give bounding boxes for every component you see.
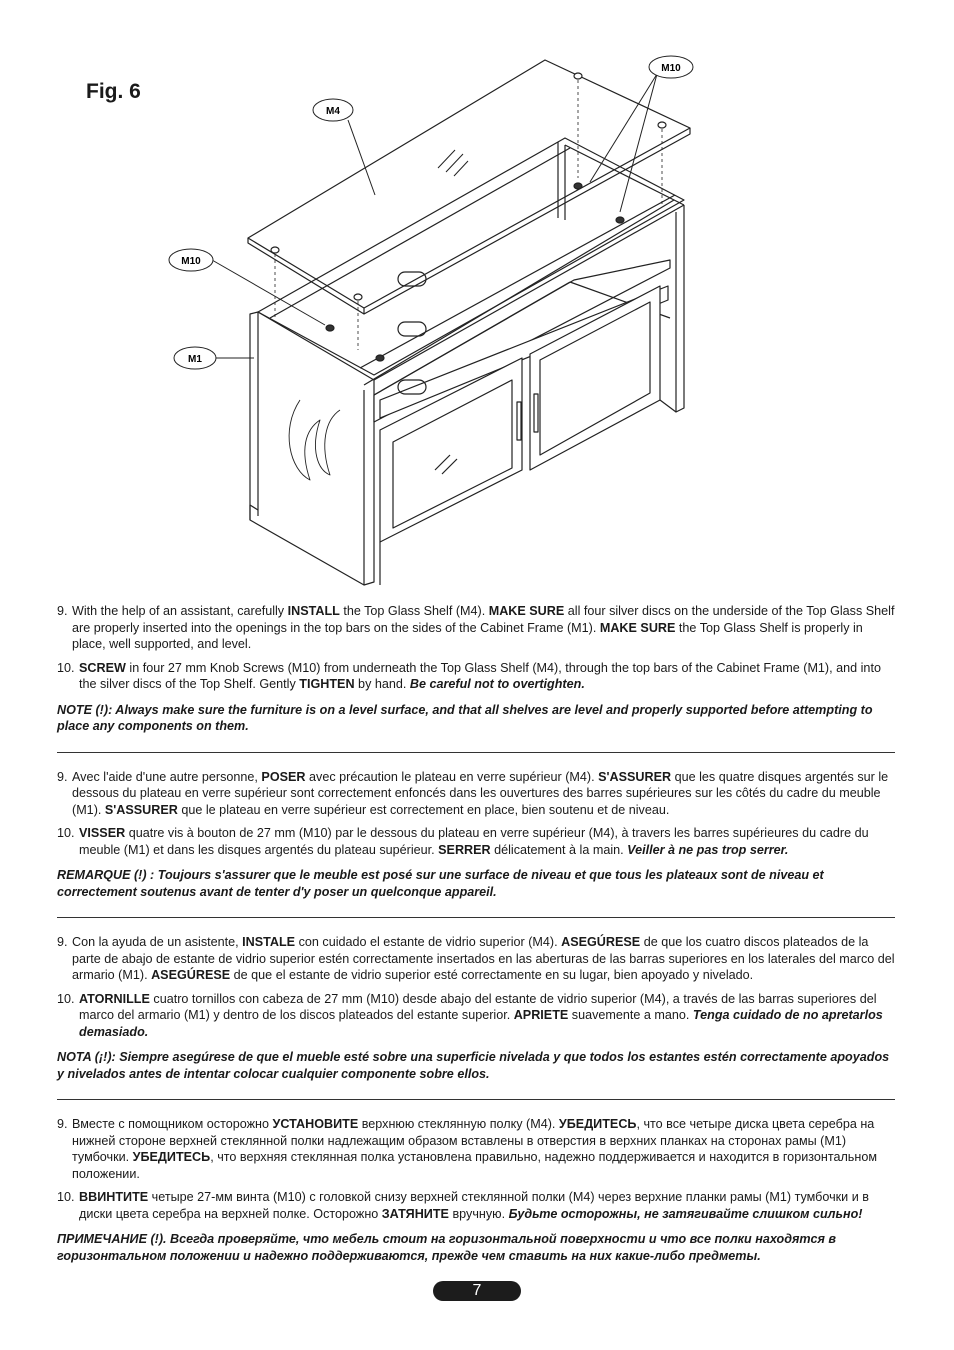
step-keyword: APRIETE (513, 1008, 569, 1022)
step-text: cuatro tornillos con cabeza de 27 mm (M10) desde abajo del estante de vidrio superior (M4), a través de las barras superiores del marco del armario (M1) y dentro de los discos plateados del estante superior. (79, 991, 877, 1022)
step-text: Con la ayuda de un asistente, (72, 935, 243, 949)
step-text: the Top Glass Shelf (M4). (339, 604, 489, 618)
step-caution: Be careful not to overtighten. (409, 677, 585, 691)
step-number: 9. (57, 604, 68, 618)
step-number: 9. (57, 769, 68, 784)
svg-text:M10: M10 (181, 256, 201, 267)
step-number: 10. (57, 1190, 75, 1204)
step-text: in four 27 mm Knob Screws (M10) from underneath the Top Glass Shelf (M4), through the top bars of the Cabinet Frame (M1), and into the silver discs of the Top Shelf. Gently (79, 660, 881, 691)
assembly-diagram (150, 50, 710, 595)
figure-title: Fig. 6 (86, 80, 141, 103)
callout-m1 (174, 347, 216, 369)
step-keyword: ASEGÚRESE (561, 935, 641, 949)
note: ПРИМЕЧАНИЕ (!). Всегда проверяйте, что мебель стоит на горизонтальной поверхности и что все полки находятся в горизонтальном положении и надежно поддерживаются, прежде чем ставить на них какие-либо предметы. (57, 1232, 836, 1263)
section-spanish (57, 934, 899, 1082)
step-keyword: УСТАНОВИТЕ (272, 1117, 359, 1131)
step-text: con cuidado el estante de vidrio superior (M4). (295, 935, 562, 949)
section-russian (57, 1116, 899, 1264)
note: NOTE (!): Always make sure the furniture is on a level surface, and that all shelves are level and properly supported before attempting to place any components on them. (57, 702, 873, 733)
step-keyword: SCREW (79, 660, 126, 675)
callout-m10-left (169, 249, 213, 271)
step-number: 10. (57, 826, 75, 840)
callout-m4 (313, 99, 353, 121)
step-10 (57, 825, 899, 858)
step-keyword: INSTALL (287, 604, 340, 618)
step-9 (57, 769, 899, 819)
step-keyword: S'ASSURER (598, 769, 672, 784)
step-10 (57, 660, 899, 693)
svg-text:M10: M10 (661, 63, 681, 74)
divider (57, 917, 895, 918)
step-text: all four silver discs on the underside of the Top Glass Shelf are properly inserted into the openings in the top bars on the sides of the Cabinet Frame (M1). (72, 604, 895, 635)
step-text: de que el estante de vidrio superior esté correctamente en su lugar, bien apoyado y nivelado. (230, 968, 754, 982)
step-keyword: MAKE SURE (599, 620, 676, 635)
instructions (57, 603, 899, 1264)
step-keyword: ЗАТЯНИТЕ (381, 1206, 449, 1221)
step-number: 9. (57, 1117, 68, 1131)
step-keyword: УБЕДИТЕСЬ (132, 1150, 211, 1164)
step-text: , что верхняя стеклянная полка установлена правильно, надежно поддерживается и находится в горизонтальном положении. (72, 1150, 877, 1181)
step-text: вручную. (448, 1206, 509, 1221)
step-text: de que los cuatro discos plateados de la parte de abajo de estante de vidrio superior estén correctamente insertados en las aberturas de las barras superiores en los laterales del marco del armario (M1). (72, 935, 895, 982)
step-number: 9. (57, 935, 68, 949)
step-number: 10. (57, 991, 75, 1006)
step-text: by hand. (354, 677, 410, 691)
step-text: que les quatre disques argentés sur le dessous du plateau en verre supérieur sont correctement enfoncés dans les ouvertures des barres supérieures sur les côtés du cadre du meuble (M1). (72, 769, 889, 817)
svg-text:M4: M4 (326, 106, 340, 117)
divider (57, 752, 895, 753)
step-10 (57, 991, 899, 1041)
step-keyword: VISSER (79, 826, 126, 840)
step-keyword: MAKE SURE (488, 604, 565, 618)
note: REMARQUE (!) : Toujours s'assurer que le meuble est posé sur une surface de niveau et que tous les plateaux sont de niveau et correctement soutenus avant de tenter d'y poser un quelconque appareil. (57, 868, 824, 899)
step-9 (57, 934, 899, 984)
step-keyword: POSER (261, 769, 306, 784)
step-keyword: INSTALE (242, 935, 296, 949)
step-text: délicatement à la main. (490, 842, 628, 857)
page-number: 7 (433, 1281, 521, 1301)
step-keyword: ВВИНТИТЕ (79, 1190, 149, 1204)
step-9 (57, 1116, 899, 1182)
svg-text:M1: M1 (188, 354, 202, 365)
step-text: que le plateau en verre supérieur est correctement en place, bien soutenu et de niveau. (177, 802, 670, 817)
step-text: suavemente a mano. (568, 1008, 693, 1022)
step-caution: Tenga cuidado de no apretarlos demasiado. (79, 1008, 883, 1039)
step-keyword: SERRER (438, 842, 491, 857)
step-10 (57, 1189, 899, 1222)
step-text: , что все четыре диска цвета серебра на нижней стороне верхней стеклянной полки надлежащим образом вставлены в отверстия в верхних планках на сторонах рамы (M1) тумбочки. (72, 1117, 875, 1164)
step-caution: Будьте осторожны, не затягивайте слишком сильно! (508, 1206, 863, 1221)
section-french (57, 769, 899, 901)
step-text: avec précaution le plateau en verre supérieur (M4). (305, 769, 599, 784)
step-keyword: TIGHTEN (299, 677, 355, 691)
step-9 (57, 603, 899, 653)
step-keyword: ATORNILLE (79, 991, 150, 1006)
step-text: четыре 27-мм винта (M10) с головкой снизу верхней стеклянной полки (M4) через верхние планки рамы (M1) тумбочки и в диски цвета серебра на верхней полке. Осторожно (79, 1190, 869, 1221)
step-keyword: ASEGÚRESE (151, 968, 231, 982)
section-english (57, 603, 899, 735)
step-number: 10. (57, 660, 75, 675)
step-text: With the help of an assistant, carefully (72, 604, 288, 618)
step-text: Вместе с помощником осторожно (72, 1117, 273, 1131)
note: NOTA (¡!): Siempre asegúrese de que el mueble esté sobre una superficie nivelada y que todos los estantes estén correctamente apoyados y nivelados antes de intentar colocar cualquier componente sobre ellos. (57, 1050, 890, 1081)
step-text: верхнюю стеклянную полку (M4). (358, 1117, 559, 1131)
step-text: quatre vis à bouton de 27 mm (M10) par le dessous du plateau en verre supérieur (M4), à travers les barres supérieures du cadre du meuble (M1) et dans les disques argentés du plateau supérieur. (79, 826, 869, 857)
step-text: the Top Glass Shelf is properly in place, well supported, and level. (72, 620, 863, 651)
step-keyword: УБЕДИТЕСЬ (558, 1117, 637, 1131)
callout-m10-top (649, 56, 693, 78)
step-keyword: S'ASSURER (104, 802, 178, 817)
divider (57, 1099, 895, 1100)
step-text: Avec l'aide d'une autre personne, (72, 769, 262, 784)
step-caution: Veiller à ne pas trop serrer. (627, 842, 789, 857)
